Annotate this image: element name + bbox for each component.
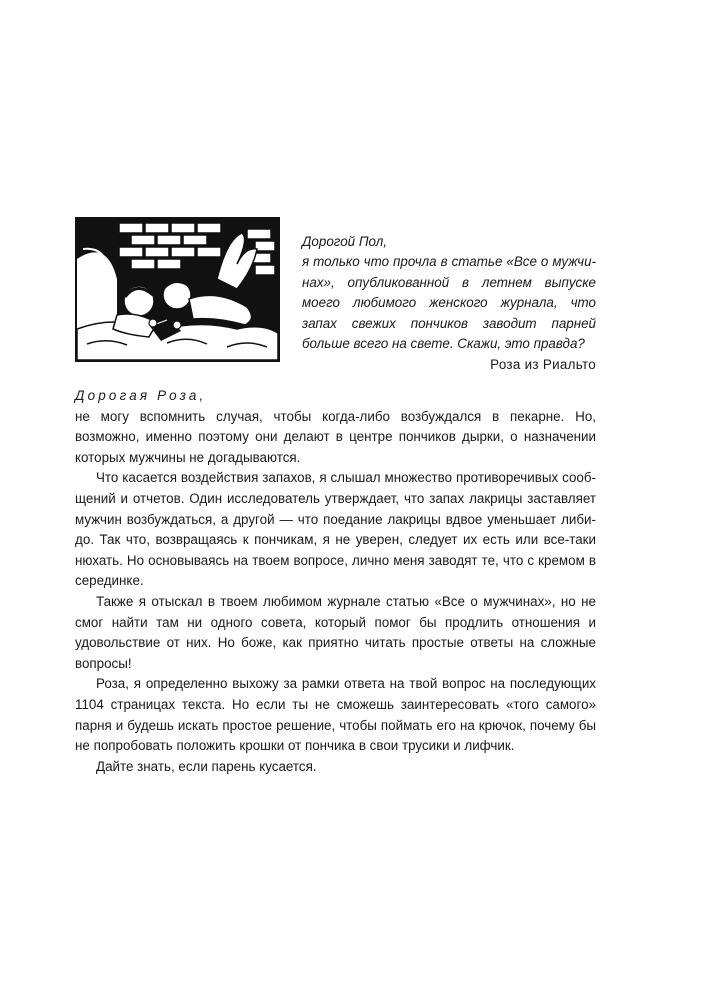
reply-paragraph: Роза, я определенно выхожу за рамки ответа на твой вопрос на последующих 1104 страницах текста. Но если ты не сможешь заинтересовать «того самого» парня и будешь искать простое решение, чтобы поймать его на крючок, почему бы не попробовать положить крошки от пончика в свои трусики и лифчик.	[75, 676, 596, 754]
reply-paragraph: Дайте знать, если парень кусается.	[96, 758, 317, 774]
reply-paragraph: Что касается воздействия запахов, я слышал множество противоречивых сообщений и отчетов. Один исследователь утверждает, что запах лакрицы заставляет мужчин возбуждаться, а другой — что поедание лакрицы вдвое уменьшает либидо. Так что, возвращаясь к пончикам, я не уверен, следует их есть или все-таки нюхать. Но основываясь на твоем вопросе, лично меня заводят те, что с кремом в серединке.	[75, 470, 596, 589]
reply-salutation: Дорогая Роза,	[75, 388, 207, 403]
letter-greeting: Дорогой Пол,	[302, 234, 387, 249]
reader-letter	[302, 232, 596, 376]
letter-signature: Роза из Риальто	[490, 357, 596, 373]
letter-body: я только что прочла в статье «Все о мужчинах», опубликованной в летнем выпуске моего любимого женского журнала, что запах свежих пончиков заводит парней больше всего на свете. Скажи, это правда?	[302, 254, 596, 352]
reply-paragraph: Также я отыскал в твоем любимом журнале статью «Все о мужчинах», но не смог найти там ни одного совета, который помог бы продлить отношения и удовольствие от них. Но боже, как приятно читать простые ответы на сложные вопросы!	[75, 593, 596, 671]
author-reply	[75, 386, 596, 777]
couple-reading-icon	[77, 219, 278, 360]
reply-paragraph: не могу вспомнить случая, чтобы когда-либо возбуждался в пекарне. Но, возможно, именно поэтому они делают в центре пончиков дырки, о назначении которых мужчины не догадываются.	[75, 408, 596, 465]
illustration-couple-reading	[75, 217, 280, 362]
